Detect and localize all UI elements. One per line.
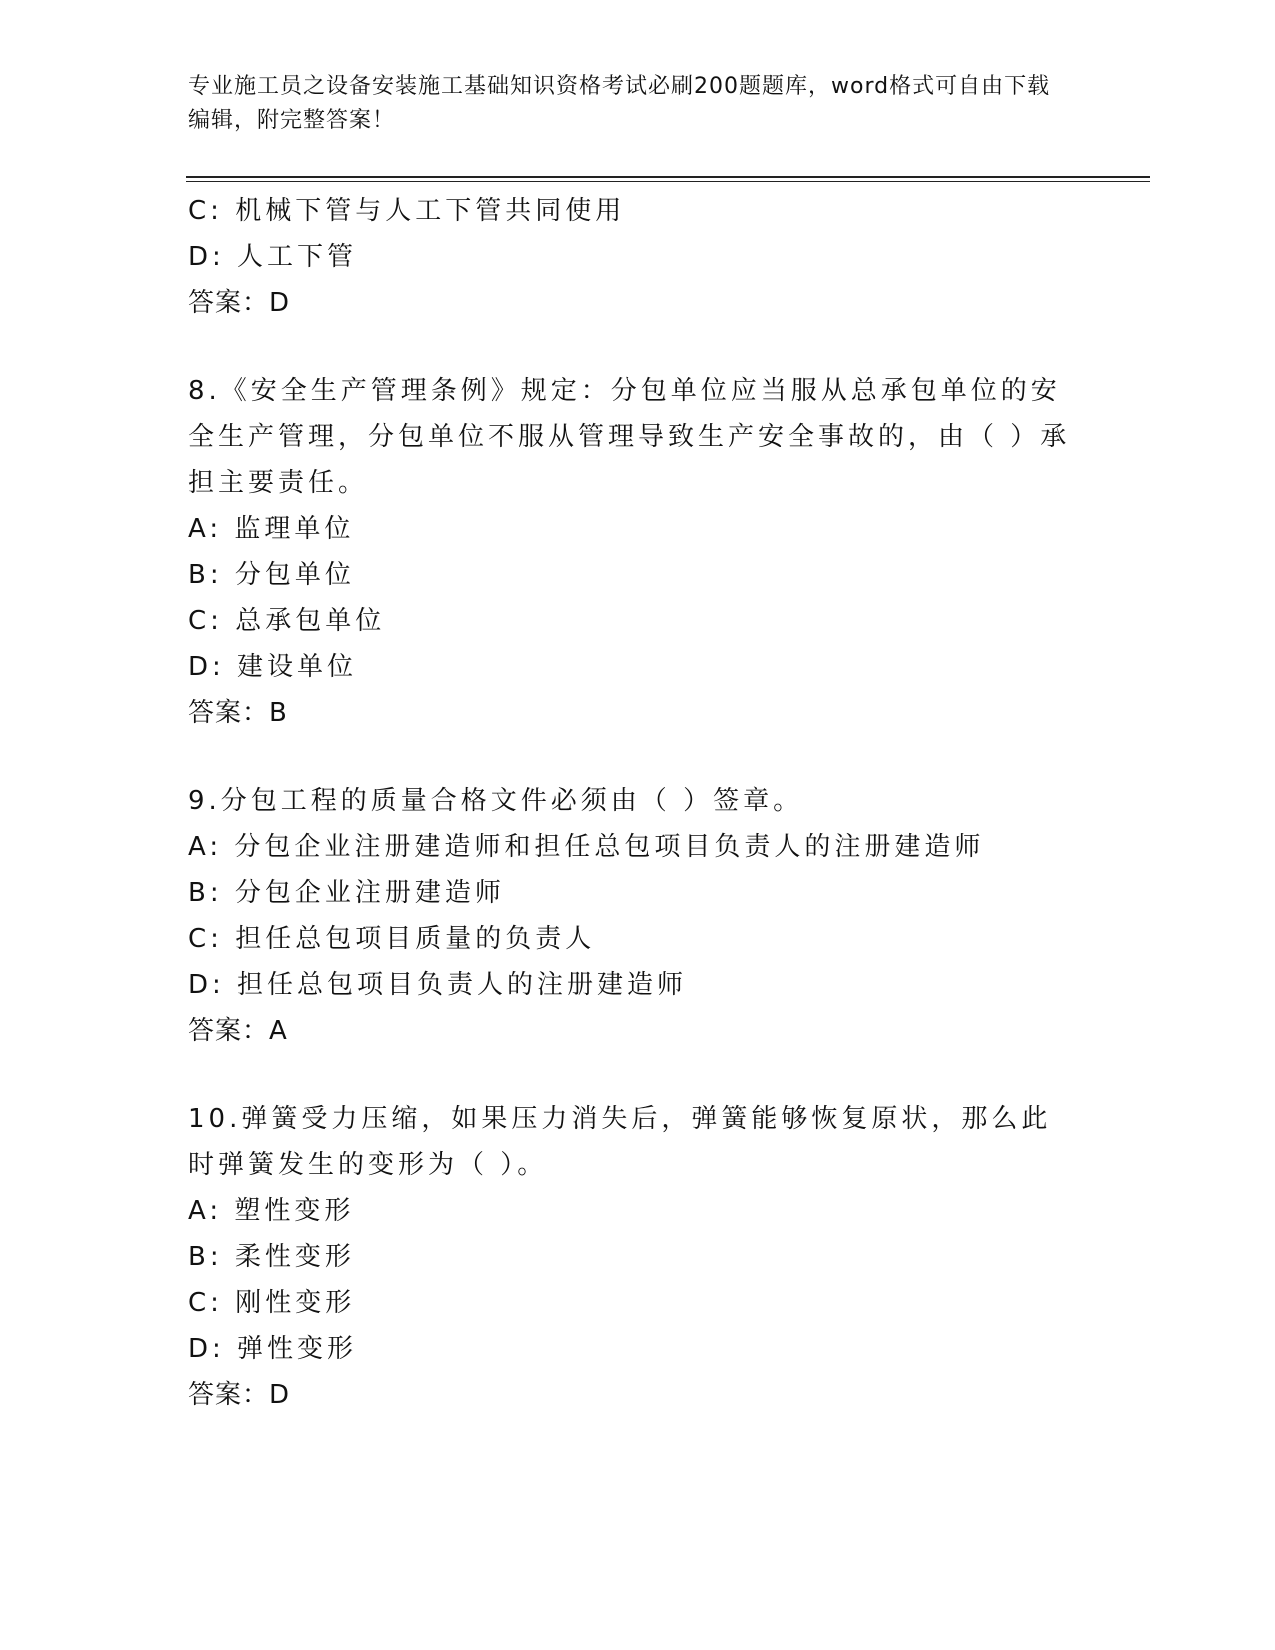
document-header <box>188 70 1068 138</box>
answer-line: 答案：B <box>188 698 288 728</box>
option-c <box>188 1280 1078 1326</box>
spacer <box>188 326 1078 368</box>
option-text: 分包企业注册建造师 <box>234 878 505 908</box>
option-text: 塑性变形 <box>234 1196 355 1226</box>
header-divider-thick <box>186 176 1150 178</box>
spacer <box>188 1054 1078 1096</box>
option-d <box>188 234 1078 280</box>
option-letter: A: <box>188 832 235 862</box>
question-stem: 10.弹簧受力压缩，如果压力消失后，弹簧能够恢复原状，那么此时弹簧发生的变形为（ ）。 <box>188 1104 1052 1180</box>
question-9 <box>188 778 1078 1054</box>
option-letter: B: <box>188 878 235 908</box>
question-8 <box>188 368 1078 736</box>
option-d <box>188 962 1078 1008</box>
option-letter: A: <box>188 514 235 544</box>
option-a <box>188 1188 1078 1234</box>
option-letter: D: <box>188 1334 238 1364</box>
spacer <box>188 736 1078 778</box>
option-text: 刚性变形 <box>235 1288 356 1318</box>
option-letter: C: <box>188 196 236 226</box>
option-text: 监理单位 <box>234 514 355 544</box>
answer-line: 答案：A <box>188 1016 288 1046</box>
answer-line: 答案：D <box>188 1380 291 1410</box>
header-title: 专业施工员之设备安装施工基础知识资格考试必刷200题题库，word格式可自由下载编辑，附完整答案！ <box>188 74 1051 133</box>
option-letter: A: <box>188 1196 235 1226</box>
option-letter: D: <box>188 242 238 272</box>
option-a <box>188 824 1078 870</box>
option-letter: C: <box>188 924 236 954</box>
option-c <box>188 598 1078 644</box>
option-text: 担任总包项目负责人的注册建造师 <box>237 970 688 1000</box>
question-stem: 9.分包工程的质量合格文件必须由（ ）签章。 <box>188 786 804 816</box>
option-b <box>188 870 1078 916</box>
option-letter: B: <box>188 560 235 590</box>
option-d <box>188 644 1078 690</box>
option-letter: C: <box>188 1288 236 1318</box>
option-b <box>188 552 1078 598</box>
option-text: 分包企业注册建造师和担任总包项目负责人的注册建造师 <box>234 832 985 862</box>
option-letter: C: <box>188 606 236 636</box>
document-body <box>188 188 1078 1418</box>
header-divider-thin <box>186 181 1150 182</box>
option-c <box>188 188 1078 234</box>
option-b <box>188 1234 1078 1280</box>
option-text: 弹性变形 <box>237 1334 358 1364</box>
answer-line: 答案：D <box>188 288 291 318</box>
option-letter: B: <box>188 1242 235 1272</box>
option-text: 建设单位 <box>237 652 358 682</box>
option-d <box>188 1326 1078 1372</box>
option-text: 分包单位 <box>234 560 355 590</box>
option-letter: D: <box>188 652 238 682</box>
option-letter: D: <box>188 970 238 1000</box>
question-stem: 8.《安全生产管理条例》规定：分包单位应当服从总承包单位的安全生产管理，分包单位不服从管理导致生产安全事故的，由（ ）承担主要责任。 <box>188 376 1071 498</box>
option-text: 柔性变形 <box>234 1242 355 1272</box>
question-fragment <box>188 188 1078 326</box>
option-c <box>188 916 1078 962</box>
option-text: 机械下管与人工下管共同使用 <box>235 196 626 226</box>
option-text: 总承包单位 <box>235 606 386 636</box>
option-text: 人工下管 <box>237 242 358 272</box>
question-10 <box>188 1096 1078 1418</box>
option-a <box>188 506 1078 552</box>
option-text: 担任总包项目质量的负责人 <box>235 924 596 954</box>
